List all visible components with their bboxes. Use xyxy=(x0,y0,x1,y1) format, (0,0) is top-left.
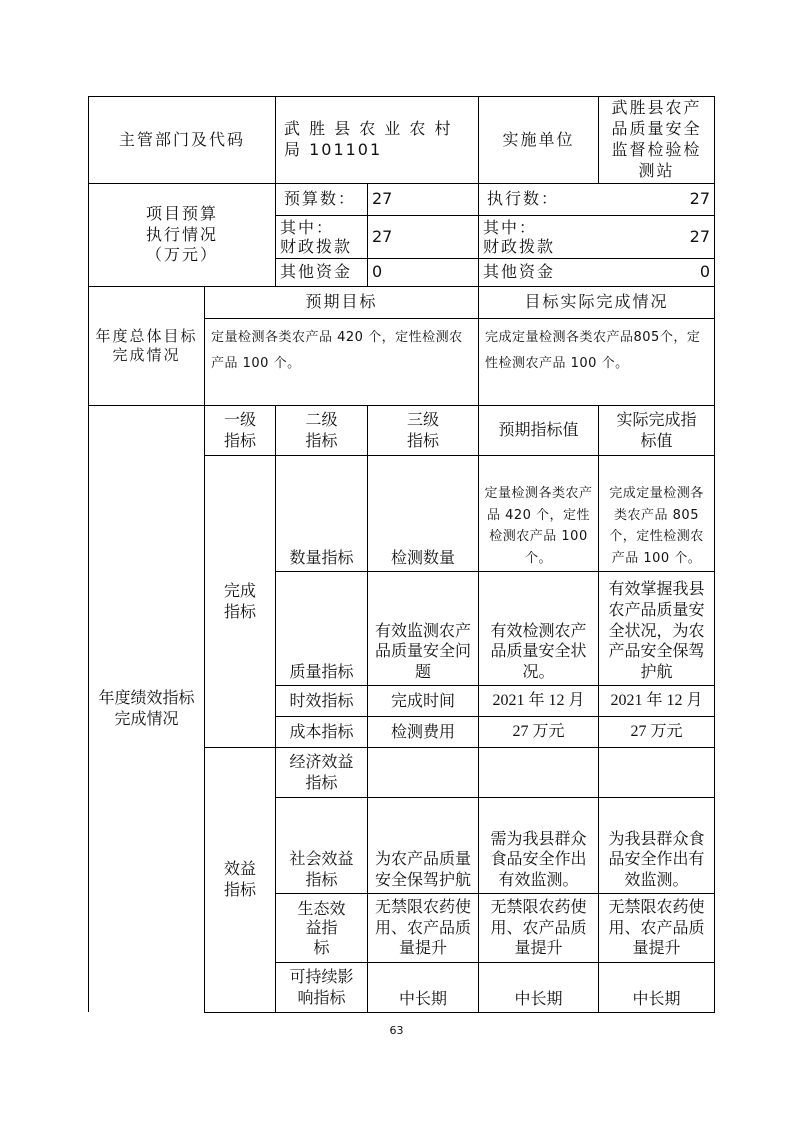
sustainable-l2: 可持续影 响指标 xyxy=(289,966,354,1007)
performance-label: 年度绩效指标完成情况 xyxy=(98,688,195,728)
dept-label: 主管部门及代码 xyxy=(118,129,245,149)
timeliness-expected: 2021 年 12 月 xyxy=(492,691,585,709)
social-actual: 为我县群众食品安全作出有效监测。 xyxy=(608,828,705,890)
unit-value: 武胜县农产品质量安全监督检验检测站 xyxy=(611,98,702,180)
cost-l2: 成本指标 xyxy=(289,721,354,741)
social-l2: 社会效益 指标 xyxy=(289,849,354,890)
quality-expected: 有效检测农产品质量安全状况。 xyxy=(490,620,587,682)
overall-actual-header: 目标实际完成情况 xyxy=(524,292,669,312)
benefit-indicator-label: 效益 指标 xyxy=(223,859,256,899)
cost-expected: 27 万元 xyxy=(512,722,565,740)
budget-label: 项目预算 执行情况 （万元） xyxy=(145,203,218,265)
quality-l2: 质量指标 xyxy=(289,662,354,682)
header-level2: 二级 指标 xyxy=(305,409,338,450)
fiscal-budget-label: 其中： 财政拨款 xyxy=(280,217,353,256)
social-l3: 为农产品质量安全保驾护航 xyxy=(374,849,471,890)
timeliness-l2: 时效指标 xyxy=(289,690,354,710)
fiscal-budget-value: 27 xyxy=(372,226,393,246)
cost-l3: 检测费用 xyxy=(390,721,455,741)
ecological-l2: 生态效 益指 标 xyxy=(297,899,346,957)
fiscal-exec-label: 其中： 财政拨款 xyxy=(483,217,556,256)
economic-l3 xyxy=(368,748,478,797)
ecological-actual: 无禁限农药使用、农产品质量提升 xyxy=(608,896,705,958)
other-exec-value: 0 xyxy=(699,262,710,282)
timeliness-l3: 完成时间 xyxy=(390,690,455,710)
header-expected: 预期指标值 xyxy=(498,420,579,440)
other-exec-label: 其他资金 xyxy=(483,262,556,282)
quantity-actual: 完成定量检测各类农产品 805 个，定性检测农产品 100 个。 xyxy=(609,486,704,566)
social-expected: 需为我县群众食品安全作出有效监测。 xyxy=(490,828,587,890)
budget-amount-label: 预算数： xyxy=(284,189,357,209)
quality-l3: 有效监测农产品质量安全问题 xyxy=(374,620,471,682)
budget-amount-value: 27 xyxy=(372,189,393,209)
cost-actual: 27 万元 xyxy=(630,722,683,740)
sustainable-expected: 中长期 xyxy=(514,989,563,1009)
header-actual: 实际完成指 标值 xyxy=(616,409,697,450)
fiscal-exec-value: 27 xyxy=(689,226,710,246)
overall-expected-header: 预期目标 xyxy=(305,292,378,312)
dept-value: 武 胜 县 农 业 农 村 局 101101 xyxy=(284,119,453,159)
timeliness-actual: 2021 年 12 月 xyxy=(610,691,703,709)
sustainable-l3: 中长期 xyxy=(398,989,447,1009)
other-budget-value: 0 xyxy=(372,262,383,282)
quantity-l2: 数量指标 xyxy=(289,548,354,568)
exec-amount-value: 27 xyxy=(689,189,710,209)
header-level1: 一级 指标 xyxy=(223,409,256,450)
overall-label: 年度总体目标 完成情况 xyxy=(95,326,198,364)
quality-actual: 有效掌握我县农产品质量安全状况，为农产品安全保驾护航 xyxy=(608,579,705,682)
unit-label: 实施单位 xyxy=(502,129,575,149)
overall-actual-text: 完成定量检测各类农产品805个，定性检测农产品 100 个。 xyxy=(485,330,701,371)
overall-expected-text: 定量检测各类农产品 420 个，定性检测农产品 100 个。 xyxy=(211,330,463,371)
economic-l2: 经济效益 指标 xyxy=(289,751,354,792)
exec-amount-label: 执行数： xyxy=(487,189,560,209)
economic-expected xyxy=(479,748,598,797)
sustainable-actual: 中长期 xyxy=(632,989,681,1009)
other-budget-label: 其他资金 xyxy=(280,262,353,282)
ecological-expected: 无禁限农药使用、农产品质量提升 xyxy=(490,896,587,958)
page-number: 63 xyxy=(389,1024,404,1037)
completion-indicator-label: 完成 指标 xyxy=(223,580,256,621)
quantity-expected: 定量检测各类农产品 420 个，定性检测农产品 100 个。 xyxy=(484,486,593,566)
ecological-l3: 无禁限农药使用、农产品质量提升 xyxy=(374,896,471,958)
economic-actual xyxy=(599,748,714,797)
header-level3: 三级 指标 xyxy=(406,409,439,450)
quantity-l3: 检测数量 xyxy=(390,548,455,568)
